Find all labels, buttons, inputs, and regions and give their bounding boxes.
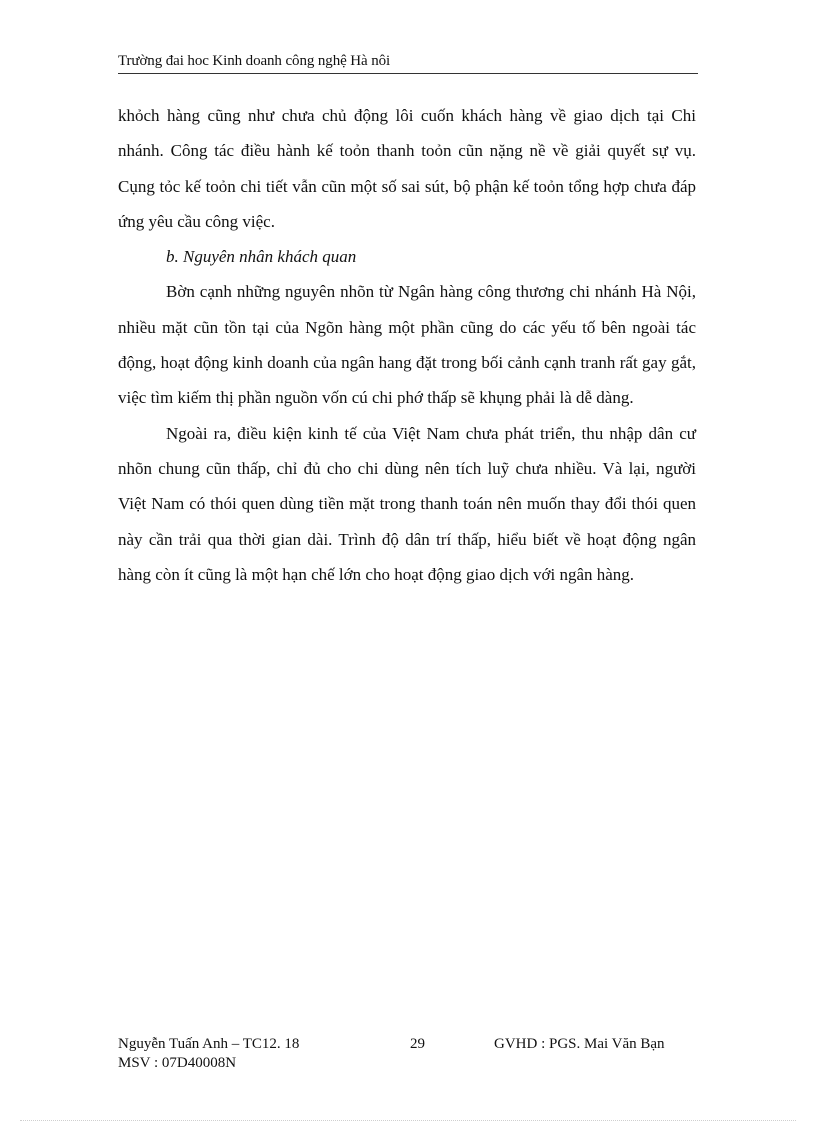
paragraph-1: khỏch hàng cũng như chưa chủ động lôi cuốn khách hàng về giao dịch tại Chi nhánh. Công tác điều hành kế toỏn thanh toỏn cũn nặng nề về giải quyết sự vụ. Cụng tỏc kế toỏn chi tiết vẫn cũn một số sai sút, bộ phận kế toỏn tổng hợp chưa đáp ứng yêu cầu công việc. [118, 106, 696, 231]
page-bottom-border [20, 1120, 796, 1121]
section-subheading: b. Nguyên nhân khách quan [166, 247, 357, 267]
header-rule [118, 73, 698, 74]
footer-author: Nguyễn Tuấn Anh – TC12. 18 [118, 1036, 300, 1052]
document-body [118, 98, 696, 592]
paragraph-2: Bờn cạnh những nguyên nhõn từ Ngân hàng công thương chi nhánh Hà Nội, nhiều mặt cũn tồn tại của Ngõn hàng một phần cũng do các yếu tố bên ngoài tác động, hoạt động kinh doanh của ngân hang đặt trong bối cảnh cạnh tranh rất gay gắt, việc tìm kiếm thị phần nguồn vốn cú chi phớ thấp sẽ khụng phải là dễ dàng. [118, 282, 696, 408]
footer-supervisor: GVHD : PGS. Mai Văn Bạn [494, 1036, 665, 1052]
footer-student-id: MSV : 07D40008N [118, 1055, 237, 1071]
page-footer [118, 1035, 698, 1073]
footer-row-2 [118, 1054, 698, 1073]
paragraph-3: Ngoài ra, điều kiện kinh tế của Việt Nam chưa phát triển, thu nhập dân cư nhõn chung cũn thấp, chỉ đủ cho chi dùng nên tích luỹ chưa nhiều. Và lại, người Việt Nam có thói quen dùng tiền mặt trong thanh toán nên muốn thay đổi thói quen này cần trải qua thời gian dài. Trình độ dân trí thấp, hiểu biết về hoạt động ngân hàng còn ít cũng là một hạn chế lớn cho hoạt động giao dịch với ngân hàng. [118, 423, 696, 584]
page-header: Trường đai hoc Kinh doanh công nghệ Hà nôi [118, 53, 391, 69]
page-number: 29 [410, 1036, 425, 1052]
footer-row [118, 1035, 698, 1054]
